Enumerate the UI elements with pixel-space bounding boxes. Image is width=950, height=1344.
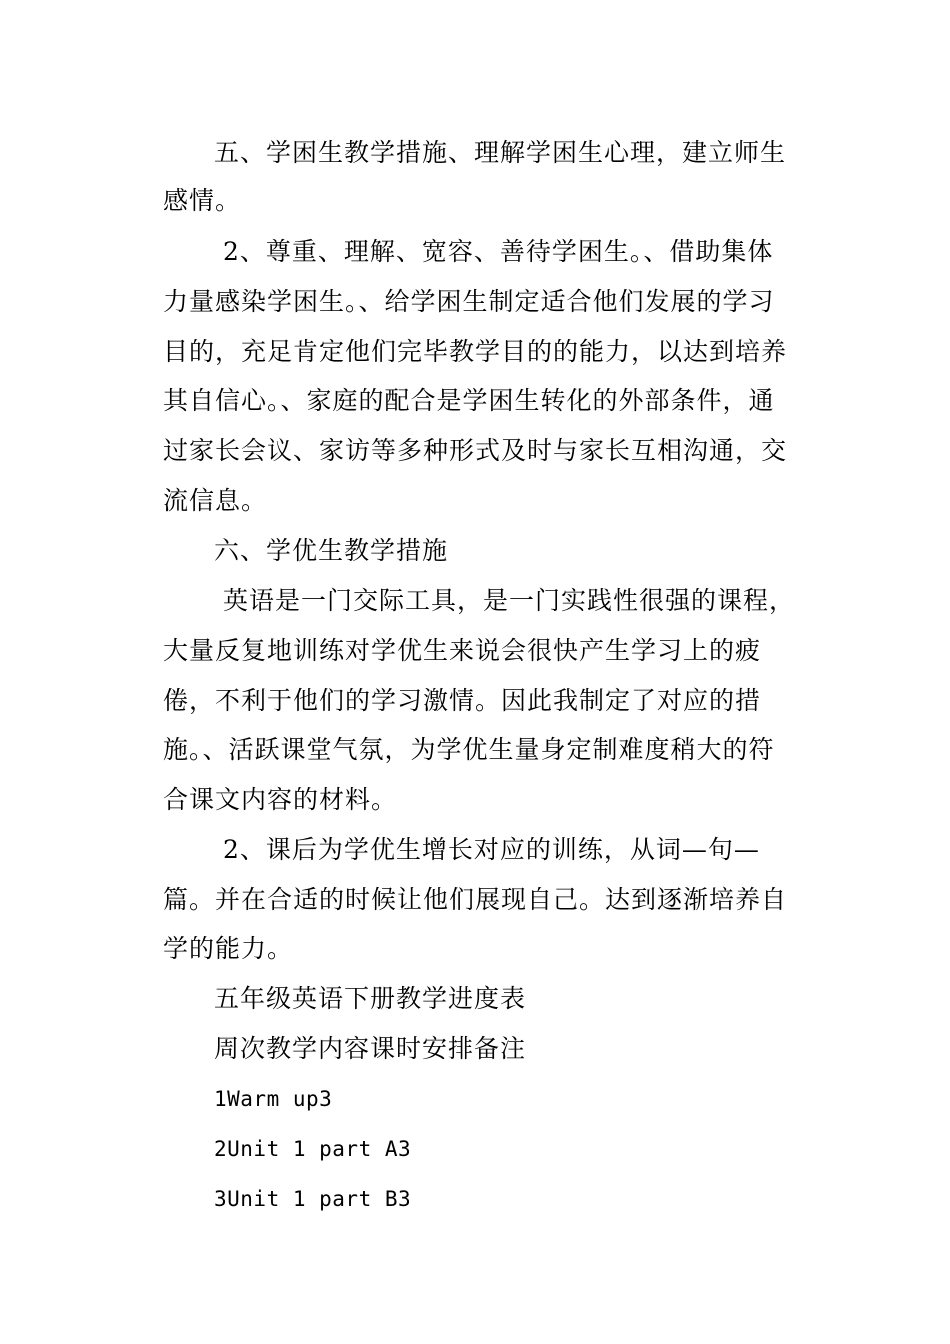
section6-paragraph1-line4: 施。、活跃课堂气氛，为学优生量身定制难度稍大的符 [163,735,775,764]
section5-heading-line2: 感情。 [163,186,242,215]
schedule-row: 3Unit 1 part B3 [214,1187,412,1211]
section6-paragraph2-line3: 学的能力。 [163,934,294,963]
section6-paragraph2-line1: 2、课后为学优生增长对应的训练，从词—句— [214,835,760,864]
section5-paragraph-line2: 力量感染学困生。、给学困生制定适合他们发展的学习 [163,287,775,316]
section5-heading-line1: 五、学困生教学措施、理解学困生心理，建立师生 [214,138,787,167]
section5-paragraph-line1: 2、尊重、理解、宽容、善待学困生。、借助集体 [214,237,774,266]
section6-paragraph2-line2: 篇。并在合适的时候让他们展现自己。达到逐渐培养自 [163,885,788,914]
section5-paragraph-line6: 流信息。 [163,486,268,515]
section6-paragraph1-line2: 大量反复地训练对学优生来说会很快产生学习上的疲 [163,636,762,665]
section5-paragraph-line4: 其自信心。、家庭的配合是学困生转化的外部条件，通 [163,386,775,415]
schedule-title: 五年级英语下册教学进度表 [214,984,527,1013]
section6-paragraph1-line5: 合课文内容的材料。 [163,785,398,814]
section5-paragraph-line3: 目的，充足肯定他们完毕教学目的的能力，以达到培养 [163,337,788,366]
section5-paragraph-line5: 过家长会议、家访等多种形式及时与家长互相沟通，交 [163,436,788,465]
section6-paragraph1-line3: 倦，不利于他们的学习激情。因此我制定了对应的措 [163,686,762,715]
schedule-row: 2Unit 1 part A3 [214,1137,412,1161]
schedule-row: 1Warm up3 [214,1087,333,1111]
section6-heading: 六、学优生教学措施 [214,536,449,565]
section6-paragraph1-line1: 英语是一门交际工具，是一门实践性很强的课程， [214,586,795,615]
schedule-header-row: 周次教学内容课时安排备注 [214,1034,527,1063]
